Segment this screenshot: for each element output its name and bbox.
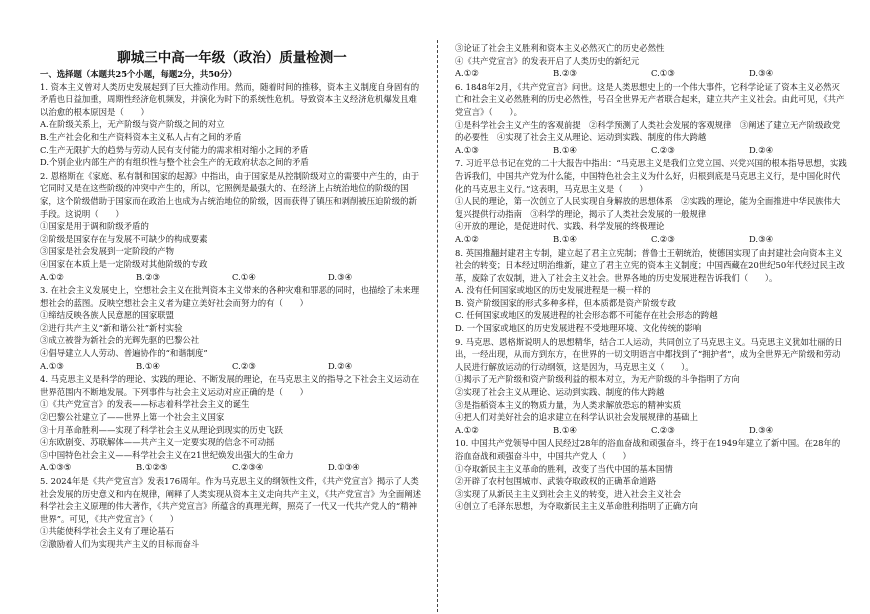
answer-choice: A.①②: [455, 68, 479, 79]
question-option: ①缔结反映各族人民意愿的国家联盟: [40, 310, 174, 321]
question-option: ①揭示了无产阶级和资产阶级利益的根本对立，为无产阶级的斗争指明了方向: [455, 374, 740, 385]
question-option: D.个别企业内部生产的有组织性与整个社会生产的无政府状态之间的矛盾: [40, 157, 309, 168]
answer-choice: D.③④: [749, 233, 774, 244]
answer-choice: C.②③: [232, 360, 256, 371]
question-stem: 2. 恩格斯在《家庭、私有制和国家的起源》中指出，由于国家是从控制阶级对立的需要中产生的，由于它同时又是在这些阶级的冲突中产生的，所以，它照例是最强大的、在经济上占统治地位的阶级的国家，这个阶级借助于国家而在政治上也成为占统治地位的阶级，因而获得了镇压和剥削被压迫阶级的新手段。这说明（ ）: [40, 170, 420, 219]
answer-choice: A.①②: [455, 233, 479, 244]
question-stem: 1. 资本主义曾对人类历史发展起到了巨大推动作用。然而，随着时间的推移，资本主义制度自身固有的矛盾也日益加重，周期性经济危机频发，并演化为时下的系统性危机。导致资本主义经济危机爆发且难以治愈的根本原因是（ ）: [40, 81, 420, 117]
answer-choice: C.①④: [232, 271, 256, 282]
question-block: [40, 284, 424, 372]
right-column: [455, 42, 847, 610]
answer-choice: B.①④: [553, 233, 577, 244]
answer-choice: C.②③: [651, 144, 675, 155]
question-block: [40, 170, 424, 283]
answer-choice: D.③④: [749, 68, 774, 79]
question-stem: 4. 马克思主义是科学的理论、实践的理论、不断发展的理论，在马克思主义的指导之下社会主义运动在世界范围内不断地发展。下列事件与社会主义运动对应正确的是（ ）: [40, 374, 420, 397]
question-option: ①夺取新民主主义革命的胜利，改变了当代中国的基本国情: [455, 463, 673, 474]
question-option: ④倡导建立人人劳动、普遍协作的“和谐制度”: [40, 348, 208, 359]
question-block: [40, 373, 424, 474]
answer-choices: [455, 233, 847, 246]
answer-choices: [455, 424, 847, 437]
question-option: ③十月革命胜利——实现了科学社会主义从理论到现实的历史飞跃: [40, 424, 283, 435]
question-stem: 5. 2024年是《共产党宣言》发表176周年。作为马克思主义的纲领性文件，《共产党宣言》揭示了人类社会发展的历史意义和内在规律，阐释了人类实现从资本主义走向共产主义，《共产党宣言》为全面阐述科学社会主义原理的伟大著作，《共产党宣言》所蕴含的真理光辉，照亮了一代又一代共产党人的“精神世界”。可见，《共产党宣言》（ ）: [40, 476, 422, 524]
question-block: [455, 42, 847, 80]
answer-choice: D.③④: [328, 271, 353, 282]
question-option: C.生产无限扩大的趋势与劳动人民有支付能力的需求相对缩小之间的矛盾: [40, 144, 309, 155]
question-stem: 6. 1848年2月，《共产党宣言》问世。这是人类思想史上的一个伟大事件，它科学论证了资本主义必然灭亡和社会主义必然胜利的历史必然性，号召全世界无产者联合起来，建立共产主义社会。由此可见，《共产党宣言》（ ）。: [455, 81, 845, 117]
question-option: ④创立了毛泽东思想，为夺取新民主主义革命胜利指明了正确方向: [455, 501, 698, 512]
answer-choice: D.②④: [328, 360, 353, 371]
question-option: ②巴黎公社建立了——世界上第一个社会主义国家: [40, 412, 225, 423]
answer-choices: [40, 461, 424, 474]
answer-choice: B.①④: [553, 144, 577, 155]
question-option: C. 任何国家或地区的发展进程的社会形态都不可能存在社会形态的跨越: [455, 310, 718, 321]
section-heading: 一、选择题（本题共25个小题，每题2分，共50分）: [40, 69, 237, 79]
question-option: ①《共产党宣言》的发表——标志着科学社会主义的诞生: [40, 399, 250, 410]
answer-choice: C.②③: [651, 424, 675, 435]
question-block: [455, 247, 847, 335]
answer-choice: B.②③: [136, 271, 160, 282]
answer-choice: A.①③: [40, 360, 64, 371]
answer-choices: [455, 144, 847, 157]
answer-choice: D.②④: [749, 144, 774, 155]
question-option: B. 资产阶级国家的形式多种多样，但本质都是资产阶级专政: [455, 297, 676, 308]
question-option: ①共能使科学社会主义有了理论基石: [40, 526, 174, 537]
question-option: ②开辟了农村包围城市、武装夺取政权的正确革命道路: [455, 476, 656, 487]
question-stem: 3. 在社会主义发展史上，空想社会主义在批判资本主义带来的各种灾难和罪恶的同时，也描绘了未来理想社会的蓝图。反映空想社会主义者为建立美好社会而努力的有（ ）: [40, 285, 420, 308]
question-block: [455, 81, 847, 157]
question-option: ④东欧剧变、苏联解体——共产主义一定要实现的信念不可动摇: [40, 437, 275, 448]
question-option: ③实现了从新民主主义到社会主义的转变，进入社会主义社会: [455, 488, 682, 499]
question-block: [455, 157, 847, 245]
question-option: ⑤中国特色社会主义——科学社会主义在21世纪焕发出强大的生命力: [40, 449, 294, 460]
right-questions: [455, 42, 847, 513]
question-option: ②激励着人们为实现共产主义的目标而奋斗: [40, 538, 200, 549]
question-option: ③国家是社会发展到一定阶段的产物: [40, 246, 174, 257]
question-stem: 10. 中国共产党领导中国人民经过28年的浴血奋战和顽强奋斗，终于在1949年建立了新中国。在28年的浴血奋战和顽强奋斗中，中国共产党人（ ）: [455, 438, 841, 461]
left-questions: [40, 81, 424, 551]
question-block: [455, 336, 847, 437]
answer-choices: [455, 67, 847, 80]
question-option: A. 没有任何国家或地区的历史发展进程是一模一样的: [455, 285, 651, 296]
question-stem: 7. 习近平总书记在党的二十大报告中指出：“马克思主义是我们立党立国、兴党兴国的根本指导思想，实践告诉我们，中国共产党为什么能，中国特色社会主义为什么好，归根到底是马克思主义行，是中国化时代化的马克思主义行。”这表明，马克思主义是（ ）: [455, 158, 847, 194]
question-block: [455, 437, 847, 513]
answer-choice: C.②③④: [232, 462, 264, 473]
answer-choices: [40, 360, 424, 373]
question-block: [40, 475, 424, 551]
question-option: B.生产社会化和生产资料资本主义私人占有之间的矛盾: [40, 131, 242, 142]
answer-choice: B.②③: [553, 68, 577, 79]
question-option: ②实现了社会主义从理论、运动到实践、制度的伟大跨越: [455, 387, 665, 398]
column-divider: [437, 40, 438, 612]
answer-choice: B.①④: [553, 424, 577, 435]
question-option: ④把人们对美好社会的追求建立在科学认识社会发展规律的基础上: [455, 412, 698, 423]
answer-choice: D.③④: [749, 424, 774, 435]
question-option: ①国家是用于调和阶级矛盾的: [40, 221, 149, 232]
question-option: D. 一个国家或地区的历史发展进程不受地理环境、文化传统的影响: [455, 323, 702, 334]
answer-choice: C.①③: [651, 68, 675, 79]
answer-choice: A.①③⑤: [40, 462, 72, 473]
question-option: ③成立被誉为新社会的光辉先驱的巴黎公社: [40, 335, 200, 346]
answer-choice: A.①②: [455, 424, 479, 435]
question-option: ①是科学社会主义产生的客观前提 ②科学预测了人类社会发展的客观规律 ③阐述了建立无产阶级政党的必要性 ④实现了社会主义从理论、运动到实践、制度的伟大跨越: [455, 119, 841, 143]
question-option: A.在阶级关系上，无产阶级与资产阶级之间的对立: [40, 119, 225, 130]
page-title: 聊城三中高一年级（政治）质量检测一: [117, 50, 347, 66]
left-column: [40, 42, 424, 610]
question-option: ②进行共产主义“新和谐公社”新村实验: [40, 322, 183, 333]
question-option: ②阶级是国家存在与发展不可缺少的构成要素: [40, 233, 208, 244]
answer-choice: B.①②⑤: [136, 462, 168, 473]
answer-choice: D.①③④: [328, 462, 360, 473]
question-option: ①人民的理论，第一次创立了人民实现自身解放的思想体系 ②实践的理论，能为全面推进中华民族伟大复兴提供行动指南 ③科学的理论，揭示了人类社会发展的一般规律: [455, 196, 841, 219]
question-stem: 8. 英国推翻封建君主专制，建立起了君主立宪制；普鲁士王朝统治，使德国实现了由封建社会向资本主义社会的转变；日本经过明治维新，建立了君主立宪的资本主义制度；中国西藏在20世纪50年代经过民主改革，废除了农奴制，进入了社会主义社会。世界各地的历史发展进程告诉我们（ ）。: [455, 247, 845, 283]
answer-choices: [40, 271, 424, 284]
answer-choice: C.②③: [651, 233, 675, 244]
answer-choice: A.①③: [455, 144, 479, 155]
question-block: [40, 81, 424, 169]
question-option: ④开放的理论，是促进时代、实践、科学发展的终极理论: [455, 221, 665, 232]
question-option: ③论证了社会主义胜利和资本主义必然灭亡的历史必然性: [455, 43, 665, 53]
answer-choice: A.①②: [40, 271, 64, 282]
question-stem: 9. 马克思、恩格斯说明人的思想精华，结合工人运动，共同创立了马克思主义。马克思主义犹如壮丽的日出，一经出现，从而方到东方，在世界的一切文明语言中都找到了“拥护者”，成为全世界无产阶级和劳动人民进行解放运动的行动纲领，这是因为，马克思主义（ ）。: [455, 336, 843, 372]
question-option: ④国家在本质上是一定阶级对其他阶级的专政: [40, 258, 208, 269]
question-option: ③是指稻资本主义的物质力量，为人类求解放恐忘的精神实质: [455, 399, 682, 410]
question-option: ④《共产党宣言》的发表开启了人类历史的新纪元: [455, 55, 640, 66]
title-spacer: [40, 42, 424, 68]
answer-choice: B.①④: [136, 360, 160, 371]
